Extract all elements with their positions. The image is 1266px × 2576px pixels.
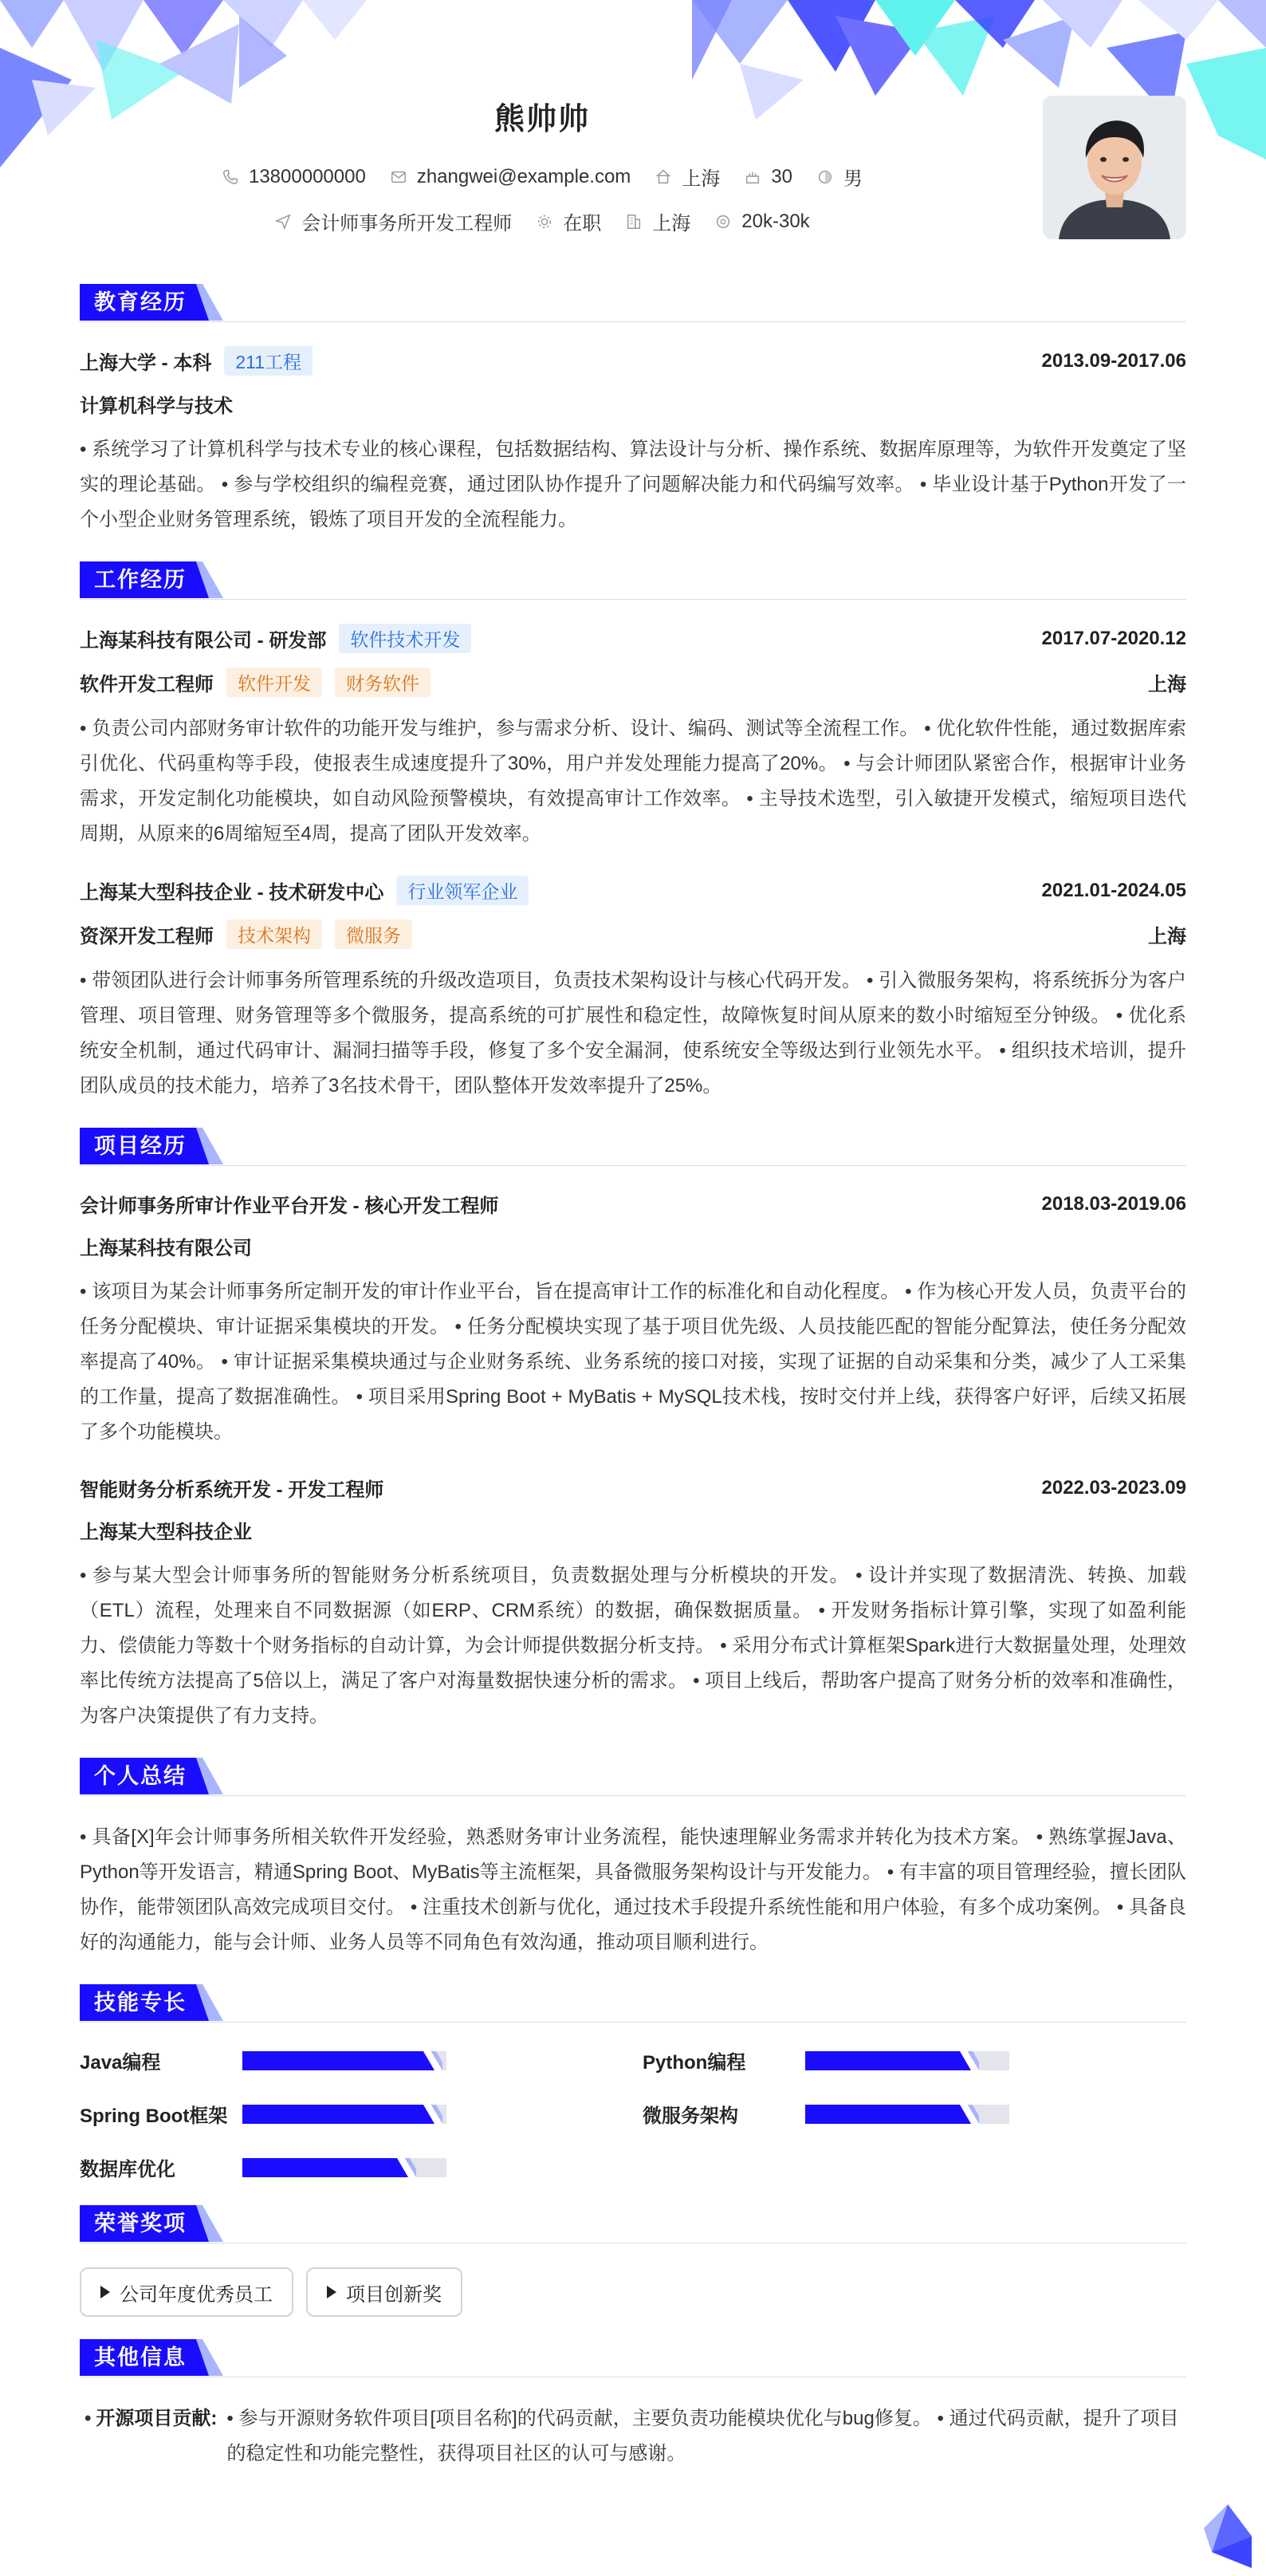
status-item <box>536 207 601 235</box>
education-period: 2013.09-2017.06 <box>1041 349 1186 372</box>
award-badge <box>306 2267 462 2317</box>
home-icon <box>655 168 672 186</box>
status-value: 在职 <box>563 213 602 234</box>
skill-name: Java编程 <box>80 2052 161 2074</box>
school-tag: 211工程 <box>224 346 313 376</box>
education-header-row <box>80 346 1186 376</box>
project-title: 会计师事务所审计作业平台开发 - 核心开发工程师 <box>80 1195 499 1217</box>
other-section <box>80 2339 1186 2472</box>
education-section <box>80 284 1186 538</box>
project-company-row <box>80 1232 1186 1260</box>
work-entry <box>80 624 1186 852</box>
project-entry <box>80 1190 1186 1450</box>
cake-icon <box>744 168 761 186</box>
section-title-tail <box>191 561 223 598</box>
work-city-value: 上海 <box>652 213 691 234</box>
skill-name: 微服务架构 <box>643 2105 738 2127</box>
section-title-tail <box>191 1128 223 1164</box>
section-title-work: 工作经历 <box>80 561 201 598</box>
awards-list <box>80 2267 1186 2317</box>
age-value: 30 <box>771 165 793 187</box>
award-label: 项目创新奖 <box>346 2283 442 2306</box>
other-key: 开源项目贡献: <box>96 2408 218 2429</box>
company-name: 上海某科技有限公司 - 研发部 <box>80 630 327 652</box>
work-description: • 带领团队进行会计师事务所管理系统的升级改造项目，负责技术架构设计与核心代码开发。 • 引入微服务架构，将系统拆分为客户管理、项目管理、财务管理等多个微服务，提高系统的可扩展性和稳定性，故障恢复时间从原来的数小时缩短至分钟级。 • 优化系统安全机制，通过代码审计、漏洞扫描等手段，修复了多个安全漏洞，使系统安全等级达到行业领先水平。 • 组织技术培训，提升团队成员的技术能力，培养了3名技术骨干，团队整体开发效率提升了25%。 <box>80 970 1186 1097</box>
phone-value: 13800000000 <box>248 165 366 187</box>
section-header <box>80 1984 1186 2023</box>
project-company: 上海某大型科技企业 <box>80 1522 252 1543</box>
skill-item <box>643 2100 1186 2128</box>
bullet-icon: • <box>84 2408 92 2429</box>
skill-bar-cut <box>960 2105 979 2124</box>
skills-section <box>80 1984 1186 2181</box>
project-period: 2022.03-2023.09 <box>1041 1476 1186 1499</box>
building-icon <box>625 213 643 230</box>
section-title-education: 教育经历 <box>80 284 201 321</box>
skill-tag: 软件开发 <box>226 668 322 697</box>
skill-tag: 技术架构 <box>226 920 322 949</box>
project-description: • 该项目为某会计师事务所定制开发的审计作业平台，旨在提高审计工作的标准化和自动化程度。 • 作为核心开发人员，负责平台的任务分配模块、审计证据采集模块的开发。 • 任务分配模块实现了基于项目优先级、人员技能匹配的智能分配算法，使任务分配效率提高了40%。 • 审计证据采集模块通过与企业财务系统、业务系统的接口对接，实现了证据的自动采集和分类，减少了人工采集的工作量，提高了数据准确性。 • 项目采用Spring Boot + MyBatis + MySQL技术栈，按时交付并上线，获得客户好评，后续又拓展了多个功能模块。 <box>80 1281 1186 1443</box>
major-row <box>80 390 1186 418</box>
gender-value: 男 <box>843 168 863 190</box>
mail-icon <box>390 168 407 186</box>
gender-item <box>816 163 863 191</box>
school-name: 上海大学 - 本科 <box>80 353 212 374</box>
skill-bar <box>805 2051 1009 2070</box>
education-description: • 系统学习了计算机科学与技术专业的核心课程，包括数据结构、算法设计与分析、操作系统、数据库原理等，为软件开发奠定了坚实的理论基础。 • 参与学校组织的编程竞赛，通过团队协作提升了问题解决能力和代码编写效率。 • 毕业设计基于Python开发了一个小型企业财务管理系统，锻炼了项目开发的全流程能力。 <box>80 439 1186 530</box>
skill-name: 数据库优化 <box>80 2159 175 2180</box>
salary-value: 20k-30k <box>741 210 810 232</box>
work-period: 2021.01-2024.05 <box>1041 879 1186 901</box>
contact-row <box>0 163 1084 191</box>
skill-bar-cut <box>960 2051 979 2070</box>
work-description: • 负责公司内部财务审计软件的功能开发与维护，参与需求分析、设计、编码、测试等全流程工作。 • 优化软件性能，通过数据库索引优化、代码重构等手段，使报表生成速度提升了30%，用户并发处理能力提高了20%。 • 与会计师团队紧密合作，根据审计业务需求，开发定制化功能模块，如自动风险预警模块，有效提高审计工作效率。 • 主导技术选型，引入敏捷开发模式，缩短项目迭代周期，从原来的6周缩短至4周，提高了团队开发效率。 <box>80 718 1186 845</box>
section-title-tail <box>191 1758 223 1794</box>
role-name: 软件开发工程师 <box>80 674 214 695</box>
avatar-photo <box>1043 96 1186 239</box>
project-company-row <box>80 1516 1186 1544</box>
coin-icon <box>714 213 732 230</box>
resume-content <box>80 284 1186 2494</box>
section-title-skills: 技能专长 <box>80 1984 201 2021</box>
project-header-row <box>80 1474 1186 1502</box>
award-badge <box>80 2267 293 2317</box>
major-name: 计算机科学与技术 <box>80 396 233 417</box>
section-title-tail <box>191 2339 223 2376</box>
award-label: 公司年度优秀员工 <box>120 2283 273 2306</box>
city-value: 上海 <box>682 168 721 190</box>
skill-bar-fill <box>242 2105 436 2124</box>
salary-item <box>714 207 809 235</box>
company-name: 上海某大型科技企业 - 技术研发中心 <box>80 882 384 904</box>
skill-item <box>80 2046 643 2074</box>
section-header <box>80 1758 1186 1796</box>
decorative-triangles-bottom <box>1196 2504 1252 2568</box>
work-city: 上海 <box>1148 674 1186 695</box>
skill-tag: 财务软件 <box>335 668 431 697</box>
skill-bar <box>805 2105 1009 2124</box>
section-header <box>80 1128 1186 1166</box>
role-row <box>80 668 1186 697</box>
summary-section <box>80 1758 1186 1960</box>
project-company: 上海某科技有限公司 <box>80 1238 252 1259</box>
age-item <box>744 163 792 191</box>
work-header-row <box>80 876 1186 905</box>
skill-bar <box>242 2158 446 2177</box>
work-header-row <box>80 624 1186 653</box>
job-row <box>0 207 1084 235</box>
section-title-summary: 个人总结 <box>80 1758 201 1794</box>
section-header <box>80 561 1186 600</box>
skill-tag: 微服务 <box>335 920 412 949</box>
work-city: 上海 <box>1148 926 1186 947</box>
skill-bar <box>242 2105 446 2124</box>
project-header-row <box>80 1190 1186 1218</box>
skill-bar-fill <box>242 2158 410 2177</box>
gender-icon <box>816 168 834 186</box>
job-title-value: 会计师事务所开发工程师 <box>301 213 513 234</box>
project-entry <box>80 1474 1186 1734</box>
project-title: 智能财务分析系统开发 - 开发工程师 <box>80 1479 384 1501</box>
skill-item <box>80 2153 643 2181</box>
send-icon <box>274 213 292 230</box>
gear-icon <box>536 213 553 230</box>
section-title-tail <box>191 284 223 321</box>
awards-section <box>80 2205 1186 2317</box>
section-title-other: 其他信息 <box>80 2339 201 2376</box>
work-city-item <box>625 207 690 235</box>
skill-bar-fill <box>805 2051 973 2070</box>
skill-bar <box>242 2051 446 2070</box>
skill-item <box>643 2046 1186 2074</box>
role-name: 资深开发工程师 <box>80 926 214 947</box>
section-title-tail <box>191 2205 223 2242</box>
work-entry <box>80 876 1186 1104</box>
section-title-tail <box>191 1984 223 2021</box>
role-row <box>80 920 1186 949</box>
resume-header <box>0 0 1266 255</box>
play-icon <box>327 2286 336 2298</box>
skills-grid <box>80 2046 1186 2181</box>
skill-name: Python编程 <box>643 2052 746 2074</box>
candidate-name: 熊帅帅 <box>493 103 590 136</box>
other-value: • 参与开源财务软件项目[项目名称]的代码贡献，主要负责功能模块优化与bug修复。 • 通过代码贡献，提升了项目的稳定性和功能完整性，获得项目社区的认可与感谢。 <box>226 2408 1179 2464</box>
projects-section <box>80 1128 1186 1734</box>
skill-bar-cut <box>397 2158 416 2177</box>
company-tag: 软件技术开发 <box>339 624 471 653</box>
avatar-icon <box>1043 96 1186 239</box>
company-tag: 行业领军企业 <box>396 876 529 905</box>
skill-bar-cut <box>423 2105 442 2124</box>
section-header <box>80 2205 1186 2243</box>
skill-name: Spring Boot框架 <box>80 2105 228 2127</box>
project-period: 2018.03-2019.06 <box>1041 1192 1186 1215</box>
email-value: zhangwei@example.com <box>416 165 631 187</box>
other-item <box>80 2401 1186 2472</box>
section-title-projects: 项目经历 <box>80 1128 201 1164</box>
skill-item <box>80 2100 643 2128</box>
work-section <box>80 561 1186 1104</box>
project-description: • 参与某大型会计师事务所的智能财务分析系统项目，负责数据处理与分析模块的开发。 • 设计并实现了数据清洗、转换、加载（ETL）流程，处理来自不同数据源（如ERP、CRM系统）的数据，确保数据质量。 • 开发财务指标计算引擎，实现了如盈利能力、偿债能力等数十个财务指标的自动计算，为会计师提供数据分析支持。 • 采用分布式计算框架Spark进行大数据量处理，处理效率比传统方法提高了5倍以上，满足了客户对海量数据快速分析的需求。 • 项目上线后，帮助客户提高了财务分析的效率和准确性，为客户决策提供了有力支持。 <box>80 1565 1186 1727</box>
phone-item <box>222 163 366 191</box>
section-header <box>80 2339 1186 2377</box>
work-period: 2017.07-2020.12 <box>1041 627 1186 649</box>
job-title-item <box>274 207 512 235</box>
phone-icon <box>222 168 239 186</box>
email-item <box>390 163 631 191</box>
skill-bar-cut <box>423 2051 442 2070</box>
skill-bar-fill <box>805 2105 973 2124</box>
city-item <box>655 163 720 191</box>
section-header <box>80 284 1186 322</box>
play-icon <box>100 2286 110 2298</box>
summary-text: • 具备[X]年会计师事务所相关软件开发经验，熟悉财务审计业务流程，能快速理解业务需求并转化为技术方案。 • 熟练掌握Java、Python等开发语言，精通Spring Boot、MyBatis等主流框架，具备微服务架构设计与开发能力。 • 有丰富的项目管理经验，擅长团队协作，能带领团队高效完成项目交付。 • 注重技术创新与优化，通过技术手段提升系统性能和用户体验，有多个成功案例。 • 具备良好的沟通能力，能与会计师、业务人员等不同角色有效沟通，推动项目顺利进行。 <box>80 1826 1186 1953</box>
skill-bar-fill <box>242 2051 436 2070</box>
section-title-awards: 荣誉奖项 <box>80 2205 201 2242</box>
